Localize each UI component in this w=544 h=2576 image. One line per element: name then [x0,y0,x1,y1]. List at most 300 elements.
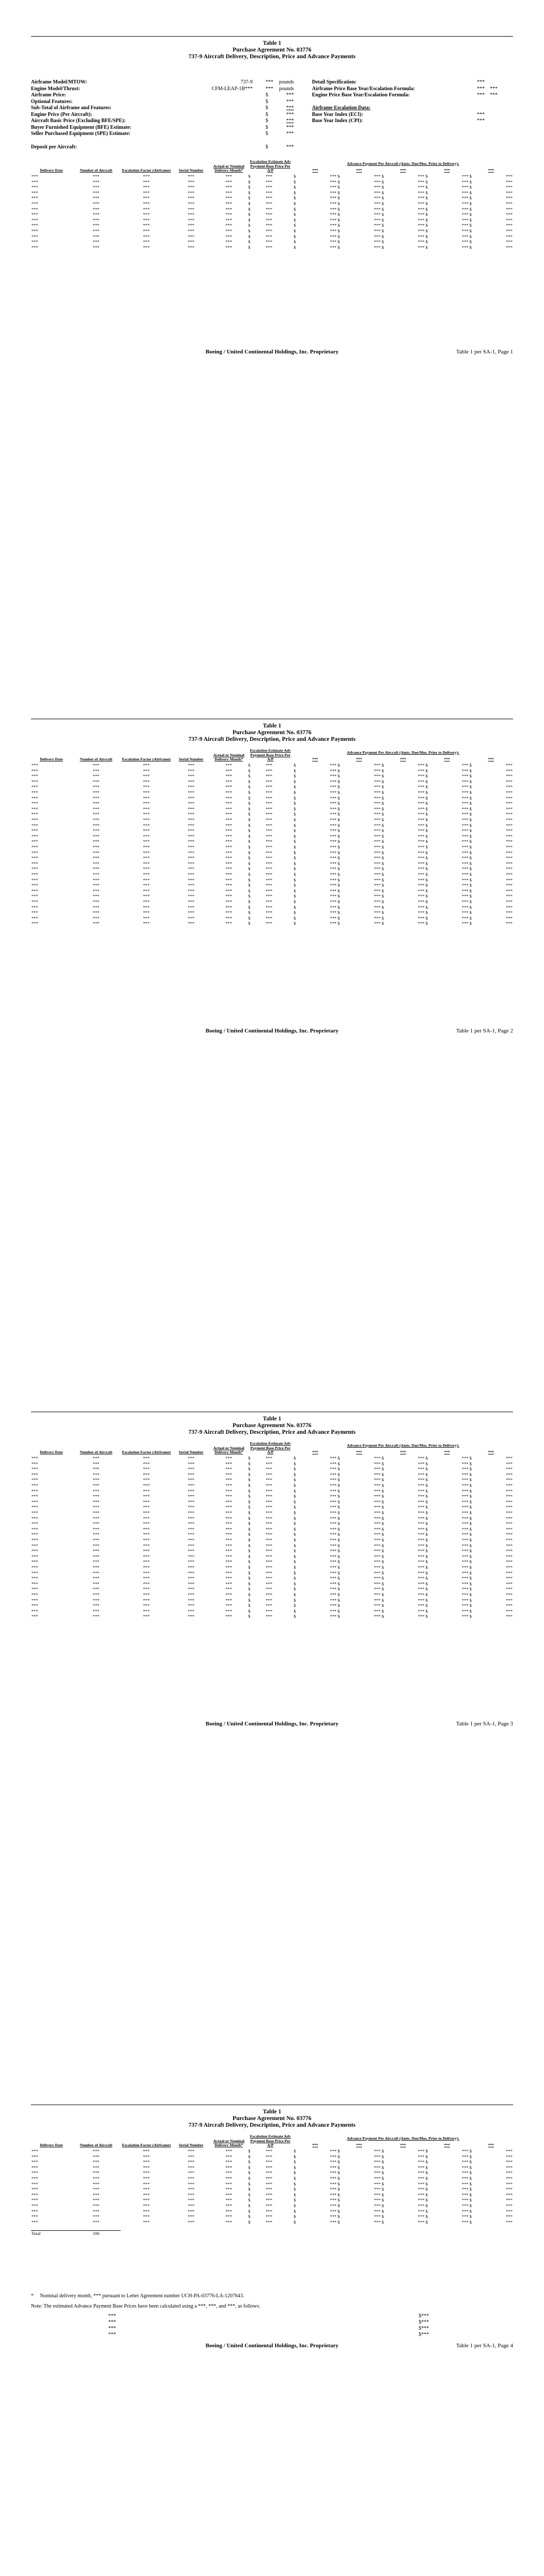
advance-payment-cell: *** [374,817,381,823]
table-cell: *** [31,1521,38,1527]
table-row [31,217,513,223]
advance-payment-cell: *** [329,244,337,250]
table-cell: *** [143,762,150,768]
advance-payment-cell: *** [506,2159,513,2165]
dollar-sign: $ [425,839,428,844]
advance-payment-cell: *** [418,2208,425,2214]
advance-payment-cell: *** [374,2181,381,2187]
dollar-sign: $ [382,790,384,795]
escalation-estimate-cell: $ *** [248,822,273,828]
escalation-estimate-cell: $ *** [248,817,273,823]
dollar-sign: $ [337,2181,340,2187]
escalation-estimate-cell: $ *** [248,855,273,861]
summary-left-labels: Airframe Model/MTOW: Engine Model/Thrust: Airframe Price: Optional Features: Sub-Total of Airframe and Features: Engine Price (Per Aircraft): Aircraft Basic Price (Excluding BFE/SPE): Buyer Furnished Equipment (BFE) Estimate: Seller Purchased Equipment (SPE) Estimate: [31,79,131,137]
table-cell: *** [143,839,150,844]
dollar-sign: $ [425,195,428,201]
advance-payment-cell: *** [506,778,513,784]
table-cell: *** [225,806,233,811]
advance-payment-cell: *** [374,2197,381,2203]
dollar-sign: $ [469,2176,472,2181]
dollar-sign: $ [425,822,428,828]
table-cell: *** [31,2181,38,2187]
dollar-sign: $ [425,217,428,223]
advance-payment-cell: *** [374,762,381,768]
dollar-sign: $ [337,855,340,861]
dollar-sign: $ [293,811,296,817]
advance-payment-cell: *** [506,201,513,207]
table-cell: *** [225,2219,233,2225]
table-cell: *** [143,184,150,190]
table-row [31,795,513,801]
table-cell: *** [143,2148,150,2154]
advance-payment-cell: *** [461,217,469,223]
dollar-sign: $ [425,921,428,926]
table-cell: *** [31,828,38,834]
dollar-sign: $ [382,795,384,801]
dollar-sign: $ [382,1499,384,1504]
dollar-sign: $ [425,806,428,811]
table-cell: *** [188,806,195,811]
advance-payment-cell: *** [418,1581,425,1586]
table-cell: *** [225,174,233,179]
advance-payment-cell: *** [374,866,381,872]
dollar-sign: $ [469,1570,472,1575]
table-row [31,179,513,184]
dollar-sign: $ [293,1483,296,1488]
escalation-estimate-cell: $ *** [248,2197,273,2203]
advance-payment-cell: *** [506,1597,513,1603]
table-cell: *** [31,1543,38,1548]
table-cell: *** [188,2164,195,2170]
summary-model-values: 737-9 CFM-LEAP-1B*** [211,79,253,92]
table-cell: *** [31,1614,38,1619]
advance-payment-cell: *** [418,801,425,806]
advance-payment-cell: *** [418,904,425,910]
table-cell: *** [143,2203,150,2209]
header-advance-subcolumn: *** [488,757,494,762]
advance-payment-cell: *** [418,233,425,239]
escalation-estimate-cell: $ *** [248,883,273,888]
advance-payment-cell: *** [374,244,381,250]
dollar-sign: $ [337,1543,340,1548]
dollar-sign: $ [293,1494,296,1499]
table-cell: *** [31,1504,38,1510]
advance-payment-cell: *** [461,1564,469,1570]
dollar-sign: $ [469,795,472,801]
advance-payment-cell: *** [506,855,513,861]
dollar-sign: $ [425,190,428,195]
advance-payment-cell: *** [418,784,425,790]
table-cell: *** [225,1543,233,1548]
table-cell: *** [188,212,195,217]
dollar-sign: $ [337,910,340,916]
dollar-sign: $ [382,866,384,872]
table-cell: *** [92,244,100,250]
table-cell: *** [188,239,195,245]
dollar-sign: $ [382,233,384,239]
advance-payment-cell: *** [329,195,337,201]
table-cell: *** [143,1526,150,1532]
dollar-sign: $ [382,1570,384,1575]
advance-payment-cell: *** [329,190,337,195]
table-cell: *** [188,784,195,790]
dollar-sign: $ [469,844,472,850]
table-cell: *** [92,2214,100,2219]
advance-payment-cell: *** [374,1515,381,1521]
footnote-star: * Nominal delivery month, *** pursuant to Letter Agreement number UCH-PA-03776-LA-1207643. [31,2293,244,2299]
table-cell: *** [31,2187,38,2192]
header-escalation-estimate: Escalation Estimate Adv Payment Base Price Per A/P [250,2134,291,2148]
dollar-sign: $ [293,768,296,773]
table-row [31,190,513,196]
advance-payment-cell: *** [374,2219,381,2225]
dollar-sign: $ [382,1603,384,1608]
escalation-estimate-cell: $ *** [248,1515,273,1521]
dollar-sign: $ [293,233,296,239]
dollar-sign: $ [337,244,340,250]
advance-payment-cell: *** [461,244,469,250]
dollar-sign: $ [337,1461,340,1466]
table-cell: *** [188,1471,195,1477]
table-cell: *** [225,201,233,207]
advance-payment-cell: *** [329,1575,337,1581]
table-cell: *** [31,871,38,877]
escalation-estimate-cell: $ *** [248,773,273,779]
table-cell: *** [143,1591,150,1597]
table-cell: *** [92,217,100,223]
table-row [31,828,513,834]
dollar-sign: $ [469,2170,472,2176]
advance-payment-cell: *** [506,822,513,828]
dollar-sign: $ [337,1483,340,1488]
table-cell: *** [92,817,100,823]
table-row [31,239,513,245]
table-cell: *** [225,801,233,806]
table-cell: *** [225,1597,233,1603]
dollar-sign: $ [293,1591,296,1597]
table-cell: *** [143,2219,150,2225]
table-row [31,2208,513,2214]
advance-payment-cell: *** [329,1570,337,1575]
dollar-sign: $ [425,239,428,245]
table-cell: *** [143,1532,150,1537]
table-cell: *** [143,1537,150,1543]
table-cell: *** [92,877,100,883]
dollar-sign: $ [382,2192,384,2197]
table-cell: *** [188,1510,195,1516]
advance-payment-cell: *** [374,921,381,926]
advance-payment-cell: *** [418,899,425,904]
advance-payment-cell: *** [418,844,425,850]
advance-payment-cell: *** [329,883,337,888]
table-cell: *** [92,228,100,234]
table-cell: *** [143,877,150,883]
table-cell: *** [188,1477,195,1483]
advance-payment-cell: *** [374,871,381,877]
dollar-sign: $ [382,822,384,828]
dollar-sign: $ [337,1499,340,1504]
advance-payment-cell: *** [461,1515,469,1521]
advance-payment-cell: *** [461,1488,469,1494]
table-cell: *** [143,883,150,888]
dollar-sign: $ [293,1575,296,1581]
dollar-sign: $ [382,244,384,250]
dollar-sign: $ [469,768,472,773]
dollar-sign: $ [425,915,428,921]
header-advance-subcolumn: *** [400,2143,406,2148]
advance-payment-cell: *** [418,2214,425,2219]
table-cell: *** [92,1586,100,1592]
table-cell: *** [31,844,38,850]
table-cell: *** [31,1515,38,1521]
table-cell: *** [92,1504,100,1510]
dollar-sign: $ [382,1597,384,1603]
escalation-estimate-cell: $ *** [248,190,273,195]
table-cell: *** [143,1488,150,1494]
table-cell: *** [92,2203,100,2209]
table-cell: *** [31,888,38,893]
advance-payment-cell: *** [418,778,425,784]
advance-payment-cell: *** [461,2214,469,2219]
table-cell: *** [188,871,195,877]
delivery-schedule-table [31,749,513,926]
table-cell: *** [188,1614,195,1619]
advance-payment-cell: *** [418,1532,425,1537]
table-cell: *** [92,1466,100,1472]
table-cell: *** [143,2208,150,2214]
table-cell: *** [92,1608,100,1614]
header-escalation-estimate: Escalation Estimate Adv Payment Base Price Per A/P [250,748,291,762]
dollar-sign: $ [337,2214,340,2219]
deposit-label: Deposit per Aircraft: [31,144,77,150]
advance-payment-cell: *** [418,1586,425,1592]
dollar-sign: $ [293,2164,296,2170]
advance-payment-cell: *** [461,1537,469,1543]
table-cell: *** [143,1494,150,1499]
dollar-sign: $ [293,206,296,212]
dollar-sign: $ [382,223,384,228]
advance-payment-cell: *** [506,1581,513,1586]
table-cell: *** [31,1461,38,1466]
table-cell: *** [143,1559,150,1565]
table-row [31,1603,513,1608]
dollar-sign: $ [469,2214,472,2219]
dollar-sign: $ [293,212,296,217]
table-cell: *** [225,1553,233,1559]
header-escalation-factor: Escalation Factor (Airframe) [122,168,171,173]
table-cell: *** [92,1471,100,1477]
table-cell: *** [92,1461,100,1466]
advance-payment-cell: *** [461,2192,469,2197]
dollar-sign: $ [337,1521,340,1527]
advance-payment-cell: *** [374,888,381,893]
advance-payment-cell: *** [461,1455,469,1461]
advance-payment-cell: *** [329,855,337,861]
table-row [31,1553,513,1559]
table-cell: *** [92,1526,100,1532]
table-cell: *** [188,1543,195,1548]
table-row [31,866,513,872]
advance-payment-cell: *** [329,866,337,872]
dollar-sign: $ [293,1597,296,1603]
dollar-sign: $ [425,795,428,801]
table-cell: *** [188,828,195,834]
dollar-sign: $ [337,1537,340,1543]
table-row [31,1608,513,1614]
dollar-sign: $ [293,2159,296,2165]
total-row [31,2230,513,2236]
table-row [31,1461,513,1466]
advance-payment-cell: *** [374,2176,381,2181]
table-cell: *** [92,1603,100,1608]
dollar-sign: $ [337,1559,340,1565]
table-cell: *** [31,2197,38,2203]
table-cell: *** [188,1597,195,1603]
table-cell: *** [188,910,195,916]
table-cell: *** [225,1548,233,1554]
dollar-sign: $ [337,784,340,790]
table-cell: *** [188,833,195,839]
table-cell: *** [31,1559,38,1565]
summary-right-labels: Detail Specification: Airframe Price Base Year/Escalation Formula: Engine Price Base Year/Escalation Formula: Airframe Escalation Data: Base Year Index (ECI): Base Year Index (CPI): [312,79,415,124]
dollar-sign: $ [293,2187,296,2192]
table-cell: *** [31,795,38,801]
dollar-sign: $ [469,1510,472,1516]
table-cell: *** [31,817,38,823]
dollar-sign: $ [425,850,428,855]
advance-payment-cell: *** [506,795,513,801]
escalation-estimate-cell: $ *** [248,184,273,190]
dollar-sign: $ [469,1499,472,1504]
escalation-estimate-cell: $ *** [248,833,273,839]
table-cell: *** [225,778,233,784]
table-cell: *** [92,1532,100,1537]
advance-payment-cell: *** [506,904,513,910]
dollar-sign: $ [337,206,340,212]
advance-payment-cell: *** [418,817,425,823]
advance-payment-cell: *** [506,1488,513,1494]
table-cell: *** [31,1548,38,1554]
advance-payment-cell: *** [374,915,381,921]
advance-payment-cell: *** [374,1608,381,1614]
advance-payment-cell: *** [329,1603,337,1608]
dollar-sign: $ [382,915,384,921]
table-cell: *** [143,179,150,184]
advance-payment-cell: *** [418,2176,425,2181]
table-row [31,1614,513,1619]
advance-payment-cell: *** [506,2208,513,2214]
advance-payment-cell: *** [329,2192,337,2197]
table-cell: *** [31,1586,38,1592]
advance-payment-cell: *** [374,1614,381,1619]
table-row [31,2187,513,2192]
header-serial-number: Serial Number [178,2143,204,2148]
table-cell: *** [92,839,100,844]
dollar-sign: $ [293,2181,296,2187]
table-cell: *** [92,910,100,916]
dollar-sign: $ [382,1564,384,1570]
advance-payment-cell: *** [418,1591,425,1597]
advance-payment-cell: *** [418,1614,425,1619]
table-cell: *** [92,1483,100,1488]
table-cell: *** [143,778,150,784]
table-cell: *** [143,201,150,207]
advance-payment-cell: *** [506,2181,513,2187]
table-cell: *** [225,899,233,904]
table-cell: *** [188,1553,195,1559]
advance-payment-cell: *** [506,1471,513,1477]
advance-payment-cell: *** [374,768,381,773]
advance-payment-cell: *** [418,762,425,768]
table-row [31,1586,513,1592]
table-cell: *** [188,773,195,779]
advance-payment-cell: *** [329,1586,337,1592]
table-cell: *** [188,1504,195,1510]
dollar-sign: $ [382,850,384,855]
dollar-sign: $ [337,817,340,823]
dollar-sign: $ [382,762,384,768]
dollar-sign: $ [337,773,340,779]
advance-payment-cell: *** [461,855,469,861]
advance-payment-cell: *** [461,239,469,245]
table-cell: *** [225,1603,233,1608]
dollar-sign: $ [293,1532,296,1537]
table-row [31,1483,513,1488]
advance-payment-cell: *** [374,860,381,866]
dollar-sign: $ [293,1499,296,1504]
dollar-sign: $ [337,1603,340,1608]
advance-payment-cell: *** [461,1494,469,1499]
advance-payment-cell: *** [374,2154,381,2159]
escalation-estimate-cell: $ *** [248,904,273,910]
table-cell: *** [143,899,150,904]
header-advance-subcolumn: *** [444,168,450,173]
dollar-sign: $ [382,855,384,861]
advance-payment-cell: *** [374,1553,381,1559]
advance-payment-cell: *** [329,1564,337,1570]
advance-payment-cell: *** [461,2176,469,2181]
table-cell: *** [31,212,38,217]
table-row [31,1494,513,1499]
table-cell: *** [92,233,100,239]
dollar-sign: $ [469,850,472,855]
dollar-sign: $ [337,184,340,190]
dollar-sign: $ [469,1559,472,1565]
advance-payment-cell: *** [329,790,337,795]
table-cell: *** [31,866,38,872]
table-cell: *** [31,790,38,795]
advance-payment-cell: *** [506,1532,513,1537]
escalation-estimate-cell: $ *** [248,790,273,795]
table-cell: *** [188,2181,195,2187]
header-advance-payment: Advance Payment Per Aircraft (Amts. Due/Mos. Prior to Delivery): [347,161,459,166]
dollar-sign: $ [469,1581,472,1586]
dollar-sign: $ [337,2170,340,2176]
escalation-estimate-cell: $ *** [248,2181,273,2187]
advance-payment-cell: *** [506,860,513,866]
advance-payment-cell: *** [329,2176,337,2181]
table-cell: *** [31,1532,38,1537]
table-cell: *** [188,1559,195,1565]
advance-payment-cell: *** [506,1559,513,1565]
dollar-sign: $ [337,822,340,828]
dollar-sign: $ [382,893,384,899]
table-row [31,1532,513,1537]
dollar-sign: $ [382,784,384,790]
dollar-sign: $ [382,195,384,201]
table-row [31,893,513,899]
advance-payment-cell: *** [374,778,381,784]
